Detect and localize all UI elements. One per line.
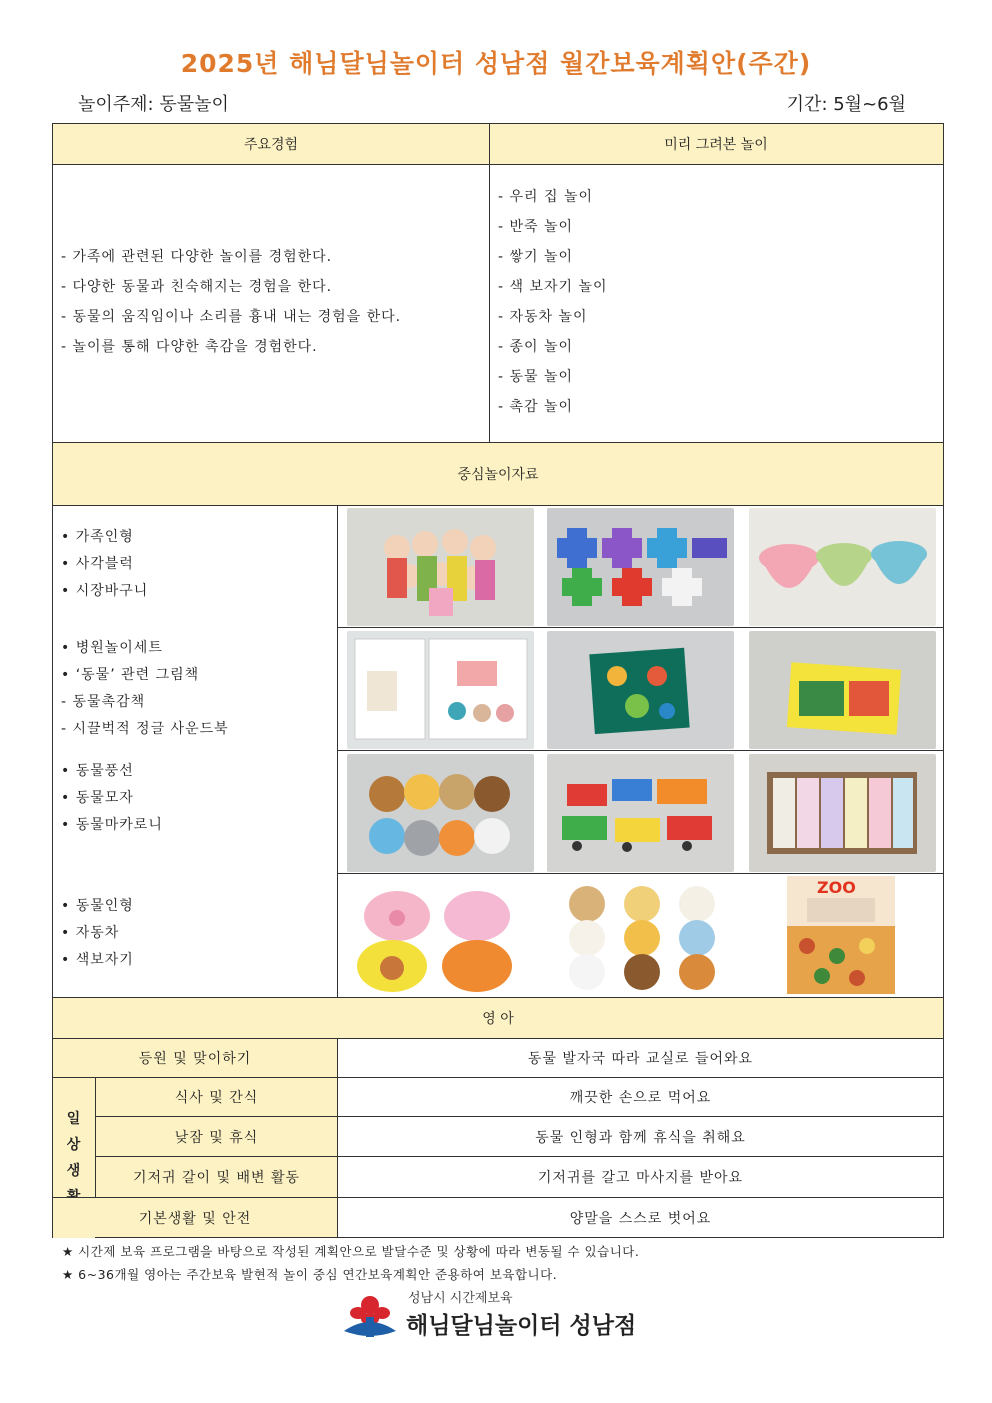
routine-value: 양말을 스스로 벗어요 (569, 1210, 712, 1227)
material-item: • ‘동물’ 관련 그림책 (61, 667, 200, 683)
material-item: • 동물풍선 (61, 763, 134, 779)
animal-puppets-photo (547, 876, 734, 994)
experience-item: - 놀이를 통해 다양한 촉감을 경험한다. (61, 339, 318, 355)
experience-item: - 다양한 동물과 친숙해지는 경험을 한다. (61, 279, 333, 295)
material-item: • 동물모자 (61, 790, 134, 806)
material-item: - 동물촉감책 (61, 694, 146, 710)
play-item: - 동물 놀이 (498, 369, 574, 385)
animal-macaroni-photo (777, 876, 905, 994)
play-item: - 색 보자기 놀이 (498, 279, 608, 295)
routine-label: 식사 및 간식 (96, 1078, 337, 1116)
routine-label: 기본생활 및 안전 (53, 1198, 337, 1237)
square-blocks-photo (547, 508, 734, 626)
car-puzzle-photo (547, 754, 734, 872)
play-item: - 종이 놀이 (498, 339, 574, 355)
materials-group-2 (61, 635, 331, 743)
theme-label: 놀이주제: 동물놀이 (78, 94, 229, 115)
routine-label: 낮잠 및 휴식 (96, 1117, 337, 1156)
play-item: - 촉감 놀이 (498, 399, 574, 415)
materials-group-4 (61, 893, 331, 974)
sun-moon-icon (340, 1287, 400, 1343)
routine-label: 기저귀 갈이 및 배변 활동 (96, 1157, 337, 1197)
jungle-soundbook-photo (547, 631, 734, 749)
hospital-set-photo (347, 631, 534, 749)
play-item: - 자동차 놀이 (498, 309, 588, 325)
planned-play-list (498, 182, 928, 422)
main-experience-header: 주요경험 (53, 124, 489, 164)
play-item: - 쌓기 놀이 (498, 249, 574, 265)
material-item: • 자동차 (61, 925, 120, 941)
page-title: 2025년 해님달님놀이터 성남점 월간보육계획안(주간) (180, 49, 812, 78)
period-label: 기간: 5월~6월 (786, 94, 906, 115)
zoo-label: ZOO (817, 878, 856, 897)
material-item: • 색보자기 (61, 952, 134, 968)
materials-group-3 (61, 758, 331, 839)
routine-label: 등원 및 맞이하기 (53, 1039, 337, 1077)
material-item: • 시장바구니 (61, 583, 149, 599)
note-1: ★ 시간제 보육 프로그램을 바탕으로 작성된 계획안으로 발달수준 및 상황에 따라 변동될 수 있습니다. (62, 1244, 640, 1259)
experience-item: - 가족에 관련된 다양한 놀이를 경험한다. (61, 249, 333, 265)
logo-subtitle: 성남시 시간제보육 (408, 1291, 513, 1306)
subtitle-row (78, 90, 906, 116)
family-dolls-photo (347, 508, 534, 626)
daily-life-char: 일 (66, 1111, 82, 1127)
infant-header: 영 아 (53, 998, 943, 1038)
routine-value: 동물 인형과 함께 휴식을 취해요 (535, 1129, 746, 1146)
daily-life-char: 생 (66, 1163, 82, 1179)
plan-table (52, 123, 944, 1238)
market-baskets-photo (749, 508, 936, 626)
experience-item: - 동물의 움직임이나 소리를 흉내 내는 경험을 한다. (61, 309, 402, 325)
material-item: • 사각블럭 (61, 556, 134, 572)
material-item: • 동물인형 (61, 898, 134, 914)
play-item: - 반죽 놀이 (498, 219, 574, 235)
daily-life-char: 상 (66, 1137, 82, 1153)
animal-balloons-photo (347, 876, 534, 994)
logo-name: 해님달님놀이터 성남점 (406, 1313, 637, 1339)
color-cloth-photo (749, 754, 936, 872)
play-item: - 우리 집 놀이 (498, 189, 594, 205)
planned-play-header: 미리 그려본 놀이 (489, 124, 943, 164)
routine-value: 동물 발자국 따라 교실로 들어와요 (527, 1051, 754, 1067)
animal-touch-book-photo (749, 631, 936, 749)
animal-hats-photo (347, 754, 534, 872)
materials-header: 중심놀이자료 (53, 443, 943, 505)
material-item: • 가족인형 (61, 529, 134, 545)
materials-group-1 (61, 524, 331, 605)
material-item: • 병원놀이세트 (61, 640, 163, 656)
routine-value: 깨끗한 손으로 먹어요 (569, 1090, 712, 1106)
note-2: ★ 6~36개월 영아는 주간보육 발현적 놀이 중심 연간보육계획안 준용하여 보육합니다. (62, 1267, 558, 1282)
routine-value: 기저귀를 갈고 마사지를 받아요 (537, 1170, 744, 1186)
main-experience-list (61, 242, 481, 362)
material-item: • 동물마카로니 (61, 817, 163, 833)
material-item: - 시끌벅적 정글 사운드북 (61, 721, 229, 737)
center-logo (340, 1285, 660, 1345)
